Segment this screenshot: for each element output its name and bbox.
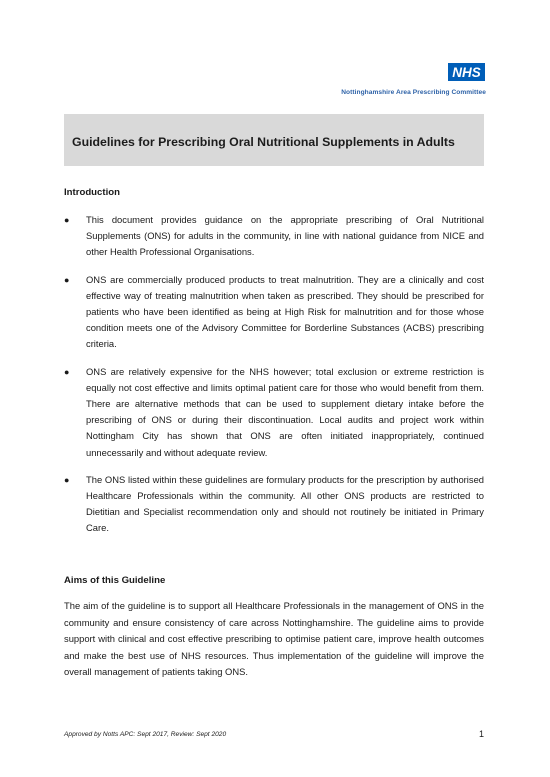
list-item: [64, 472, 484, 537]
document-title: Guidelines for Prescribing Oral Nutritional Supplements in Adults: [72, 135, 455, 149]
bullet-icon: ●: [64, 474, 70, 485]
nhs-logo: [448, 63, 485, 81]
footer-approval: Approved by Notts APC: Sept 2017, Review: Sept 2020: [64, 731, 227, 738]
title-box: [64, 114, 484, 166]
aims-heading: Aims of this Guideline: [64, 575, 166, 586]
committee-name: Nottinghamshire Area Prescribing Committee: [341, 89, 486, 96]
introduction-bullet-list: [64, 212, 484, 549]
bullet-text: The ONS listed within these guidelines are formulary products for the prescription by authorised Healthcare Professionals within the community. All other ONS products are restricted to Dietitian and Specialist recommendation only and should not routinely be initiated in Primary Care.: [86, 473, 484, 534]
bullet-icon: ●: [64, 215, 70, 225]
bullet-icon: ●: [64, 366, 70, 377]
introduction-heading: Introduction: [64, 187, 120, 198]
page-number: 1: [478, 729, 484, 739]
bullet-text: ONS are relatively expensive for the NHS however; total exclusion or extreme restriction is equally not cost effective and limits optimal patient care for those who would benefit from them. There are alternative methods that can be used to supplement dietary intake before the prescribing of ONS or during their discontinuation. Local audits and project work within Nottingham City has shown that ONS are often initiated inappropriately, continued unnecessarily and without adequate review.: [86, 365, 484, 458]
list-item: [64, 272, 484, 353]
bullet-text: This document provides guidance on the appropriate prescribing of Oral Nutritional Supplements (ONS) for adults in the community, in line with national guidance from NICE and other Health Professional Organisations.: [86, 214, 484, 258]
bullet-text: ONS are commercially produced products to treat malnutrition. They are a clinically and cost effective way of treating malnutrition when taken as prescribed. They should be prescribed for patients who have been identified as being at High Risk for malnutrition and for those whose condition meets one of the Advisory Committee for Borderline Substances (ACBS) prescribing criteria.: [86, 273, 484, 350]
list-item: [64, 212, 484, 261]
aims-paragraph: The aim of the guideline is to support all Healthcare Professionals in the management of ONS in the community and ensure consistency of care across Nottinghamshire. The guideline aims to provide support with clinical and cost effective prescribing to optimise patient care, improve health outcomes and make the best use of NHS resources. Thus implementation of the guideline will improve the overall management of patients taking ONS.: [64, 600, 484, 678]
bullet-icon: ●: [64, 274, 70, 285]
list-item: [64, 364, 484, 461]
nhs-logo-text: NHS: [452, 65, 481, 80]
